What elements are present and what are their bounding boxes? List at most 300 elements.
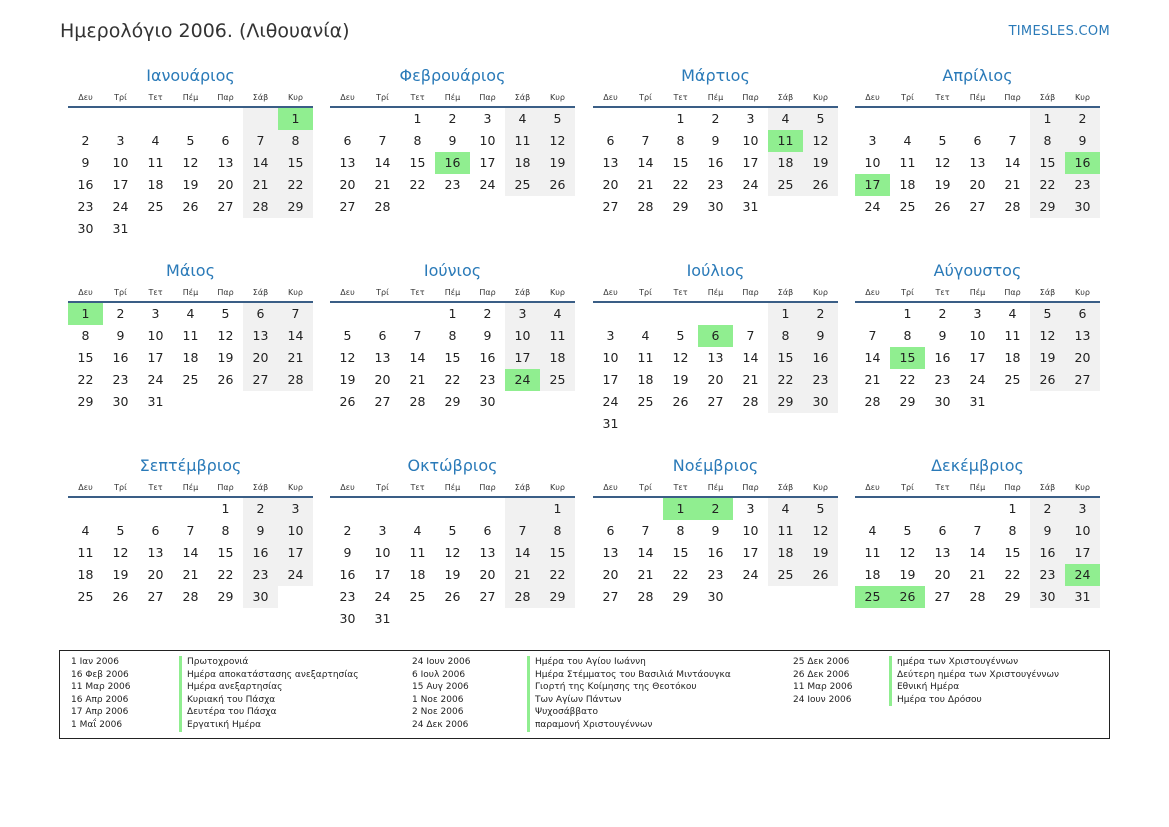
day-cell: 24 (742, 567, 759, 582)
site-link[interactable]: TIMESLES.COM (1008, 24, 1110, 39)
empty-cell (365, 108, 400, 130)
day-cell: 10 (602, 350, 619, 365)
day-cell: 2 (711, 111, 720, 126)
empty-cell (103, 498, 138, 520)
legend-date: 1 Μαΐ 2006 (71, 719, 123, 730)
empty-cell (628, 108, 663, 130)
day-cell: 13 (934, 545, 951, 560)
empty-cell (593, 108, 628, 130)
day-cell: 18 (864, 567, 881, 582)
day-cell: 9 (81, 155, 90, 170)
day-cell: 20 (479, 567, 496, 582)
day-cell: 8 (81, 328, 90, 343)
day-cell: 29 (672, 199, 689, 214)
empty-cell (400, 608, 435, 630)
legend-date: 24 Δεκ 2006 (412, 719, 469, 730)
weekday-label: Δευ (603, 288, 618, 297)
day-cell: 25 (899, 199, 916, 214)
day-cell: 3 (746, 111, 755, 126)
day-cell: 14 (374, 155, 391, 170)
day-cell: 24 (374, 589, 391, 604)
weekday-label: Δευ (340, 483, 355, 492)
day-cell: 6 (243, 303, 278, 325)
day-cell: 8 (768, 325, 803, 347)
day-cell: 10 (112, 155, 129, 170)
day-cell: 27 (339, 199, 356, 214)
legend-date: 17 Απρ 2006 (71, 707, 129, 718)
day-cell: 16 (479, 350, 496, 365)
day-cell: 13 (374, 350, 391, 365)
day-cell: 6 (221, 133, 230, 148)
week-row (593, 564, 838, 586)
week-row (68, 325, 313, 347)
legend-holiday-name: Ημέρα ανεξαρτησίας (179, 681, 359, 694)
day-cell: 5 (903, 523, 912, 538)
day-cell: 1 (68, 303, 103, 325)
day-cell: 21 (637, 177, 654, 192)
day-cell: 12 (899, 545, 916, 560)
week-row (330, 325, 575, 347)
weekday-label: Τρί (376, 483, 389, 492)
day-cell: 18 (182, 350, 199, 365)
weekday-label: Δευ (603, 93, 618, 102)
weekday-label: Κυρ (288, 288, 303, 297)
weekday-label: Κυρ (813, 288, 828, 297)
day-cell: 29 (1004, 589, 1021, 604)
week-row (855, 130, 1100, 152)
empty-cell (173, 108, 208, 130)
day-cell: 26 (182, 199, 199, 214)
day-cell: 23 (112, 372, 129, 387)
weekday-label: Σάβ (1039, 93, 1056, 102)
legend-holiday-name: Ψυχοσάββατο (527, 706, 731, 719)
day-cell: 20 (243, 347, 278, 369)
day-cell: 1 (676, 111, 685, 126)
day-cell: 15 (768, 347, 803, 369)
day-cell: 16 (243, 542, 278, 564)
day-cell: 25 (540, 369, 575, 391)
day-cell: 21 (505, 564, 540, 586)
day-cell: 22 (77, 372, 94, 387)
weekday-label: Δευ (865, 483, 880, 492)
day-cell: 7 (278, 303, 313, 325)
day-cell: 1 (448, 306, 457, 321)
week-row (593, 586, 838, 608)
day-cell: 5 (116, 523, 125, 538)
month-calendar (593, 390, 838, 608)
day-cell: 31 (147, 394, 164, 409)
weekday-label: Τρί (114, 93, 127, 102)
day-cell: 30 (479, 394, 496, 409)
day-cell: 14 (278, 325, 313, 347)
weekday-label: Παρ (479, 483, 496, 492)
weekday-label: Δευ (865, 288, 880, 297)
day-cell: 6 (378, 328, 387, 343)
day-cell: 27 (479, 589, 496, 604)
month-name: Ιανουάριος (146, 66, 235, 85)
day-cell: 25 (768, 174, 803, 196)
day-cell: 5 (448, 523, 457, 538)
day-cell: 17 (479, 155, 496, 170)
day-cell: 29 (768, 391, 803, 413)
day-cell: 23 (1030, 564, 1065, 586)
day-cell: 22 (672, 567, 689, 582)
day-cell: 21 (742, 372, 759, 387)
legend-holiday-name: Δεύτερη ημέρα των Χριστουγέννων (889, 669, 1059, 682)
week-row (593, 369, 838, 391)
legend-date: 11 Μαρ 2006 (71, 682, 131, 693)
week-row (855, 174, 1100, 196)
day-cell: 3 (973, 306, 982, 321)
day-cell: 3 (868, 133, 877, 148)
week-row (593, 498, 838, 520)
weekday-label: Κυρ (550, 483, 565, 492)
day-cell: 17 (742, 545, 759, 560)
day-cell: 9 (243, 520, 278, 542)
day-cell: 20 (602, 567, 619, 582)
day-cell: 2 (448, 111, 457, 126)
day-cell: 10 (374, 545, 391, 560)
week-row (855, 303, 1100, 325)
weekday-label: Παρ (742, 288, 759, 297)
weekday-label: Κυρ (1075, 483, 1090, 492)
weekday-label: Σάβ (514, 483, 531, 492)
day-cell: 12 (803, 520, 838, 542)
week-row (330, 564, 575, 586)
day-cell: 6 (606, 133, 615, 148)
day-cell: 21 (969, 567, 986, 582)
empty-cell (855, 108, 890, 130)
weekday-label: Σάβ (252, 93, 269, 102)
day-cell: 28 (182, 589, 199, 604)
day-cell: 27 (602, 589, 619, 604)
week-row (330, 152, 575, 174)
day-cell: 13 (243, 325, 278, 347)
weekday-label: Τετ (410, 483, 425, 492)
day-cell: 30 (934, 394, 951, 409)
day-cell: 4 (540, 303, 575, 325)
legend-date: 15 Αυγ 2006 (412, 682, 469, 693)
day-cell: 18 (147, 177, 164, 192)
day-cell: 30 (1065, 196, 1100, 218)
weekday-header (855, 284, 1100, 301)
week-row (68, 130, 313, 152)
day-cell: 14 (243, 152, 278, 174)
day-cell: 12 (934, 155, 951, 170)
day-cell: 27 (147, 589, 164, 604)
empty-cell (995, 108, 1030, 130)
weekday-label: Κυρ (550, 93, 565, 102)
weekday-label: Τετ (673, 93, 688, 102)
day-cell: 16 (707, 545, 724, 560)
legend-date: 24 Ιουν 2006 (412, 657, 471, 667)
week-row (68, 347, 313, 369)
day-cell: 6 (483, 523, 492, 538)
weekday-label: Παρ (1004, 288, 1021, 297)
day-cell: 31 (602, 416, 619, 431)
week-row (330, 108, 575, 130)
day-cell: 9 (343, 545, 352, 560)
day-cell: 30 (707, 199, 724, 214)
day-cell: 8 (1030, 130, 1065, 152)
week-row (330, 303, 575, 325)
day-cell: 1 (413, 111, 422, 126)
day-cell: 10 (479, 133, 496, 148)
day-cell: 2 (343, 523, 352, 538)
week-row (593, 325, 838, 347)
empty-cell (855, 303, 890, 325)
day-cell: 27 (707, 394, 724, 409)
day-cell: 26 (803, 564, 838, 586)
legend-names-column (889, 656, 1059, 706)
day-cell: 6 (1065, 303, 1100, 325)
legend-holiday-name: Δευτέρα του Πάσχα (179, 706, 359, 719)
day-cell: 21 (278, 347, 313, 369)
day-cell: 11 (147, 155, 164, 170)
day-cell: 24 (742, 177, 759, 192)
day-cell: 10 (1065, 520, 1100, 542)
legend-date: 1 Νοε 2006 (412, 694, 464, 705)
day-cell: 11 (768, 520, 803, 542)
week-row (68, 174, 313, 196)
legend-holiday-name: ημέρα των Χριστουγέννων (889, 656, 1059, 669)
day-cell: 3 (746, 501, 755, 516)
day-cell: 28 (637, 199, 654, 214)
weekday-header (855, 479, 1100, 496)
day-cell: 28 (409, 394, 426, 409)
empty-cell (365, 498, 400, 520)
day-cell: 7 (186, 523, 195, 538)
day-cell: 4 (151, 133, 160, 148)
day-cell: 6 (698, 325, 733, 347)
weekday-header (593, 479, 838, 496)
weekday-label: Τετ (148, 483, 163, 492)
day-cell: 13 (969, 155, 986, 170)
day-cell: 23 (707, 177, 724, 192)
day-cell: 27 (1065, 369, 1100, 391)
day-cell: 31 (374, 611, 391, 626)
month-calendar (330, 390, 575, 630)
weekday-label: Παρ (742, 483, 759, 492)
weekday-label: Τρί (114, 288, 127, 297)
day-cell: 19 (934, 177, 951, 192)
empty-cell (400, 303, 435, 325)
day-cell: 28 (969, 589, 986, 604)
page-title: Ημερολόγιο 2006. (Λιθουανία) (60, 20, 350, 42)
day-cell: 19 (803, 152, 838, 174)
weekday-label: Κυρ (550, 288, 565, 297)
weekday-label: Κυρ (288, 93, 303, 102)
month-calendar (68, 390, 313, 608)
day-cell: 8 (676, 523, 685, 538)
day-cell: 20 (934, 567, 951, 582)
day-cell: 5 (803, 498, 838, 520)
day-cell: 1 (221, 501, 230, 516)
weekday-label: Πέμ (707, 93, 724, 102)
day-cell: 12 (540, 130, 575, 152)
weekday-label: Πέμ (182, 288, 199, 297)
day-cell: 20 (339, 177, 356, 192)
day-cell: 17 (112, 177, 129, 192)
day-cell: 28 (278, 369, 313, 391)
empty-cell (733, 586, 768, 608)
day-cell: 14 (864, 350, 881, 365)
legend-date: 6 Ιουλ 2006 (412, 669, 466, 680)
day-cell: 12 (1030, 325, 1065, 347)
day-cell: 5 (186, 133, 195, 148)
day-cell: 25 (1004, 372, 1021, 387)
legend-holiday-name: Γιορτή της Κοίμησης της Θεοτόκου (527, 681, 731, 694)
week-row (68, 564, 313, 586)
day-cell: 20 (602, 177, 619, 192)
day-cell: 9 (1065, 130, 1100, 152)
day-cell: 17 (1065, 542, 1100, 564)
day-cell: 22 (409, 177, 426, 192)
day-cell: 7 (413, 328, 422, 343)
day-cell: 5 (938, 133, 947, 148)
legend-holiday-name: Ημέρα του Αγίου Ιωάννη (527, 656, 731, 669)
day-cell: 11 (182, 328, 199, 343)
day-cell: 23 (1065, 174, 1100, 196)
day-cell: 22 (899, 372, 916, 387)
day-cell: 6 (606, 523, 615, 538)
day-cell: 19 (899, 567, 916, 582)
day-cell: 18 (409, 567, 426, 582)
weekday-header (330, 479, 575, 496)
day-cell: 23 (707, 567, 724, 582)
weekday-label: Σάβ (514, 93, 531, 102)
day-cell: 11 (505, 130, 540, 152)
day-cell: 21 (182, 567, 199, 582)
day-cell: 10 (505, 325, 540, 347)
day-cell: 17 (505, 347, 540, 369)
empty-cell (593, 498, 628, 520)
day-cell: 15 (1004, 545, 1021, 560)
weekday-label: Τρί (376, 288, 389, 297)
day-cell: 29 (278, 196, 313, 218)
week-row (593, 108, 838, 130)
week-row (68, 542, 313, 564)
day-cell: 9 (483, 328, 492, 343)
weekday-label: Τρί (639, 483, 652, 492)
day-cell: 29 (540, 586, 575, 608)
day-cell: 20 (147, 567, 164, 582)
day-cell: 11 (899, 155, 916, 170)
day-cell: 21 (243, 174, 278, 196)
day-cell: 26 (217, 372, 234, 387)
week-row (593, 174, 838, 196)
day-cell: 3 (606, 328, 615, 343)
day-cell: 15 (409, 155, 426, 170)
weekday-label: Δευ (340, 288, 355, 297)
weekday-label: Σάβ (777, 288, 794, 297)
weekday-label: Πέμ (182, 483, 199, 492)
empty-cell (330, 108, 365, 130)
day-cell: 21 (637, 567, 654, 582)
day-cell: 2 (1030, 498, 1065, 520)
week-row (68, 108, 313, 130)
day-cell: 26 (672, 394, 689, 409)
day-cell: 19 (1030, 347, 1065, 369)
weekday-label: Σάβ (777, 93, 794, 102)
weekday-label: Πέμ (969, 288, 986, 297)
day-cell: 19 (444, 567, 461, 582)
empty-cell (663, 303, 698, 325)
day-cell: 7 (378, 133, 387, 148)
empty-cell (803, 586, 838, 608)
legend-holiday-name: Κυριακή του Πάσχα (179, 694, 359, 707)
month-name: Οκτώβριος (407, 456, 498, 475)
day-cell: 31 (1065, 586, 1100, 608)
day-cell: 4 (768, 498, 803, 520)
day-cell: 23 (934, 372, 951, 387)
weekday-label: Παρ (217, 483, 234, 492)
week-row (68, 152, 313, 174)
weekday-label: Πέμ (444, 93, 461, 102)
day-cell: 19 (217, 350, 234, 365)
day-cell: 1 (278, 108, 313, 130)
day-cell: 31 (112, 221, 129, 236)
empty-cell (138, 108, 173, 130)
day-cell: 12 (672, 350, 689, 365)
weekday-label: Κυρ (1075, 288, 1090, 297)
day-cell: 10 (864, 155, 881, 170)
legend-date: 16 Απρ 2006 (71, 694, 129, 705)
week-row (855, 325, 1100, 347)
week-row (330, 369, 575, 391)
day-cell: 15 (1030, 152, 1065, 174)
day-cell: 21 (374, 177, 391, 192)
weekday-label: Τρί (901, 93, 914, 102)
day-cell: 16 (77, 177, 94, 192)
weekday-label: Τρί (376, 93, 389, 102)
day-cell: 8 (540, 520, 575, 542)
day-cell: 11 (409, 545, 426, 560)
empty-cell (505, 498, 540, 520)
day-cell: 24 (278, 564, 313, 586)
day-cell: 18 (77, 567, 94, 582)
day-cell: 28 (637, 589, 654, 604)
empty-cell (890, 498, 925, 520)
month-name: Μάρτιος (681, 66, 750, 85)
day-cell: 7 (641, 523, 650, 538)
day-cell: 7 (746, 328, 755, 343)
day-cell: 3 (1065, 498, 1100, 520)
empty-cell (925, 108, 960, 130)
day-cell: 9 (938, 328, 947, 343)
day-cell: 14 (969, 545, 986, 560)
weekday-label: Τρί (114, 483, 127, 492)
weekday-label: Τετ (410, 288, 425, 297)
empty-cell (890, 108, 925, 130)
day-cell: 18 (1004, 350, 1021, 365)
day-cell: 17 (969, 350, 986, 365)
day-cell: 6 (973, 133, 982, 148)
day-cell: 24 (147, 372, 164, 387)
day-cell: 18 (505, 152, 540, 174)
day-cell: 28 (243, 196, 278, 218)
legend-date: 2 Νοε 2006 (412, 707, 464, 718)
week-row (330, 586, 575, 608)
day-cell: 27 (934, 589, 951, 604)
day-cell: 30 (803, 391, 838, 413)
weekday-label: Πέμ (444, 483, 461, 492)
month-name: Αύγουστος (933, 261, 1022, 280)
day-cell: 25 (182, 372, 199, 387)
day-cell: 19 (540, 152, 575, 174)
weekday-label: Δευ (865, 93, 880, 102)
day-cell: 30 (112, 394, 129, 409)
